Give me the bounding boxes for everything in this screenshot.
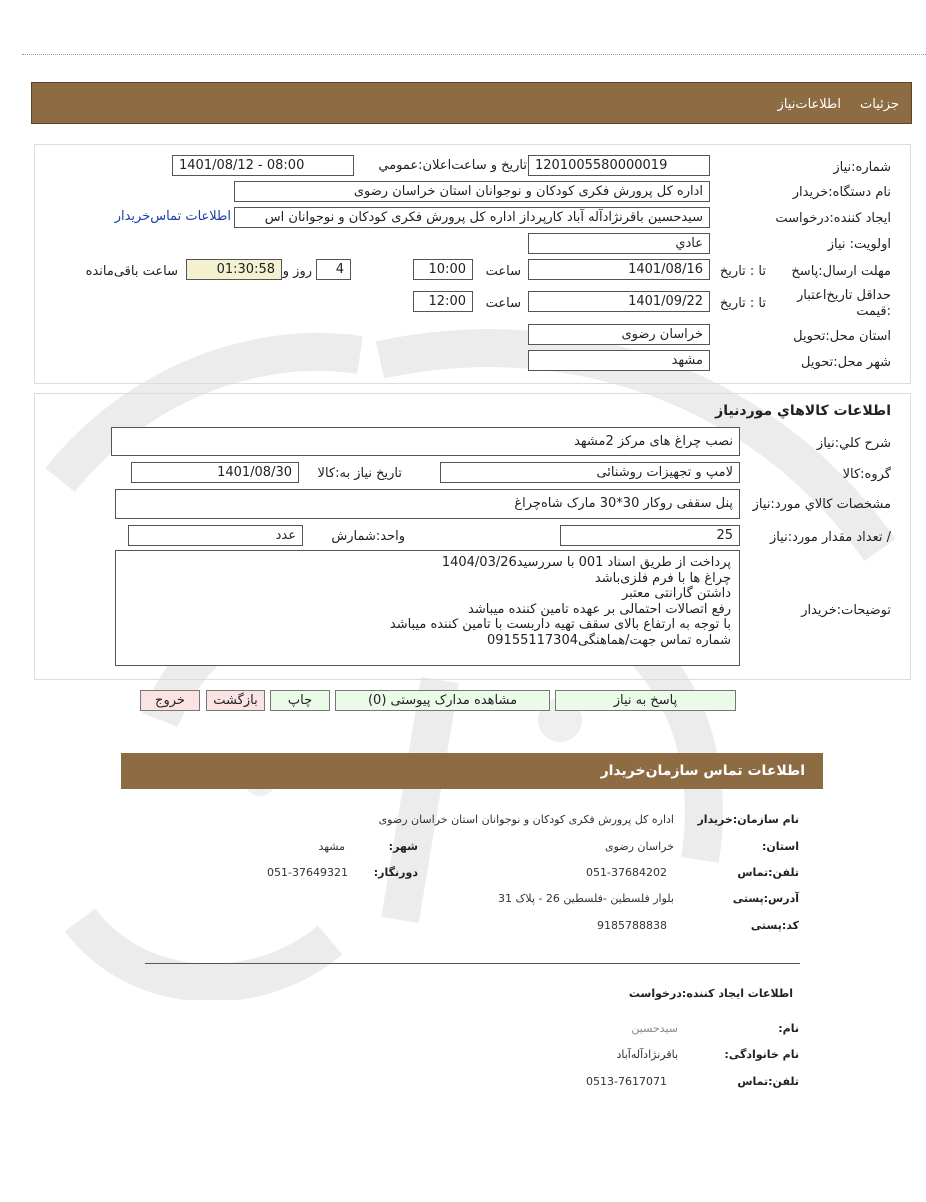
requester-family-value: باقرنژادآله‌آباد xyxy=(616,1048,678,1061)
deadline-time-label: ساعت xyxy=(485,264,521,279)
contact-city-label: شهر: xyxy=(388,840,418,853)
buyer-org-field: اداره کل پرورش فکری کودکان و نوجوانان استان خراسان رضوی xyxy=(234,181,710,202)
contact-province-label: استان: xyxy=(762,840,799,853)
notes-line: چراغ ها با فرم فلزی‌باشد xyxy=(594,570,731,586)
reply-button[interactable]: پاسخ به نیاز xyxy=(555,690,736,711)
goods-spec-field: پنل سقفی روکار 30*30 مارک شاه‌چراغ xyxy=(115,489,740,519)
need-date-label: تاریخ نیاز به:کالا xyxy=(317,466,402,481)
need-number-label: شماره:نیاز xyxy=(833,160,891,175)
buyer-contact-title: اطلاعات تماس سازمان‌خریدار xyxy=(600,763,805,779)
requester-phone-value: 0513-7617071 xyxy=(586,1075,667,1088)
requester-phone-label: تلفن:تماس xyxy=(737,1075,799,1088)
validity-time-label: ساعت xyxy=(485,296,521,311)
summary-field: نصب چراغ های مرکز 2مشهد xyxy=(111,427,740,456)
exit-button[interactable]: خروج xyxy=(140,690,200,711)
buyer-notes-box xyxy=(115,550,740,666)
contact-phone-value: 051-37684202 xyxy=(586,866,667,879)
notes-line: پرداخت از طریق اسناد 001 با سررسید1404/03/26 xyxy=(441,555,731,570)
need-number-field: 1201005580000019 xyxy=(528,155,710,176)
validity-label-line2: :قیمت xyxy=(856,304,891,319)
goods-spec-label: مشخصات کالاي مورد:نیاز xyxy=(752,497,891,512)
goods-section-title: اطلاعات کالاهاي موردنیاز xyxy=(715,403,891,419)
buyer-notes-label: توضیحات:خریدار xyxy=(801,603,891,618)
priority-field: عادي xyxy=(528,233,710,254)
goods-group-label: گروه:کالا xyxy=(842,467,891,482)
contact-org-value: اداره کل پرورش فکری کودکان و نوجوانان استان خراسان رضوی xyxy=(378,813,674,826)
goods-group-field: لامپ و تجهیزات روشنائی xyxy=(440,462,740,483)
remaining-days-field: 4 xyxy=(316,259,351,280)
top-dotted-divider xyxy=(22,54,926,55)
deadline-to-date-label: تا : تاریخ xyxy=(719,264,766,279)
buyer-contact-link[interactable]: اطلاعات تماس‌خریدار xyxy=(114,209,231,224)
contact-phone-label: تلفن:تماس xyxy=(737,866,799,879)
priority-label: اولویت: نیاز xyxy=(827,237,891,252)
validity-time-field: 12:00 xyxy=(413,291,473,312)
buyer-contact-header xyxy=(121,753,823,789)
announce-date-label: تاریخ و ساعت‌اعلان:عمومي xyxy=(378,158,527,173)
view-attachments-button[interactable]: مشاهده مدارک پیوستی (0) xyxy=(335,690,550,711)
validity-label-line1: حداقل تاریخ‌اعتبار xyxy=(797,288,891,303)
details-header-bar xyxy=(31,82,912,124)
contact-city-value: مشهد xyxy=(318,840,345,853)
unit-label: واحد:شمارش xyxy=(331,529,405,544)
deadline-date-field: 1401/08/16 xyxy=(528,259,710,280)
section-divider xyxy=(145,963,800,964)
delivery-province-label: استان محل:تحویل xyxy=(793,329,891,344)
notes-line: داشتن گارانتی معتبر xyxy=(621,586,731,601)
notes-line: با توجه به ارتفاع بالای سقف تهیه داربست با تامین کننده میباشد xyxy=(389,617,731,632)
creator-label: ایجاد کننده:درخواست xyxy=(775,211,891,226)
quantity-field: 25 xyxy=(560,525,740,546)
need-date-field: 1401/08/30 xyxy=(131,462,299,483)
contact-address-label: آدرس:پستی xyxy=(732,892,799,905)
notes-line: رفع اتصالات احتمالی بر عهده تامین کننده میباشد xyxy=(468,601,731,617)
deadline-time-field: 10:00 xyxy=(413,259,473,280)
summary-label: شرح کلي:نیاز xyxy=(816,436,891,451)
notes-line: شماره تماس جهت/هماهنگی09155117304 xyxy=(487,632,731,648)
requester-name-value: سیدحسین xyxy=(631,1022,678,1035)
requester-family-label: نام خانوادگی: xyxy=(724,1048,799,1061)
creator-field: سیدحسین باقرنژادآله آباد کارپرداز اداره کل پرورش فکری کودکان و نوجوانان اس xyxy=(234,207,710,228)
contact-fax-value: 051-37649321 xyxy=(267,866,348,879)
contact-postal-value: 9185788838 xyxy=(597,919,667,932)
contact-address-value: بلوار فلسطین -فلسطین 26 - پلاک 31 xyxy=(497,892,674,905)
announce-date-field: 1401/08/12 - 08:00 xyxy=(172,155,354,176)
print-button[interactable]: چاپ xyxy=(270,690,330,711)
tab-details[interactable]: جزئیات xyxy=(860,97,899,112)
contact-fax-label: دورنگار: xyxy=(373,866,418,879)
contact-province-value: خراسان رضوی xyxy=(604,840,674,853)
unit-field: عدد xyxy=(128,525,303,546)
validity-to-date-label: تا : تاریخ xyxy=(719,296,766,311)
contact-org-label: نام سازمان:خریدار xyxy=(697,813,799,826)
tab-need-info[interactable]: اطلاعات‌نیاز xyxy=(777,97,841,112)
requester-title: اطلاعات ایجاد کننده:درخواست xyxy=(628,987,793,1000)
days-label: روز و xyxy=(282,264,312,279)
back-button[interactable]: بازگشت xyxy=(206,690,265,711)
remaining-time-label: ساعت باقی‌مانده xyxy=(85,264,178,279)
delivery-city-label: شهر محل:تحویل xyxy=(801,355,891,370)
requester-name-label: نام: xyxy=(778,1022,799,1035)
delivery-city-field: مشهد xyxy=(528,350,710,371)
quantity-label: / تعداد مقدار مورد:نیاز xyxy=(769,530,891,545)
buyer-org-label: نام دستگاه:خریدار xyxy=(792,185,891,200)
remaining-time-field: 01:30:58 xyxy=(186,259,282,280)
deadline-label: مهلت ارسال:پاسخ xyxy=(791,264,891,279)
contact-postal-label: کد:پستی xyxy=(750,919,799,932)
validity-date-field: 1401/09/22 xyxy=(528,291,710,312)
delivery-province-field: خراسان رضوی xyxy=(528,324,710,345)
